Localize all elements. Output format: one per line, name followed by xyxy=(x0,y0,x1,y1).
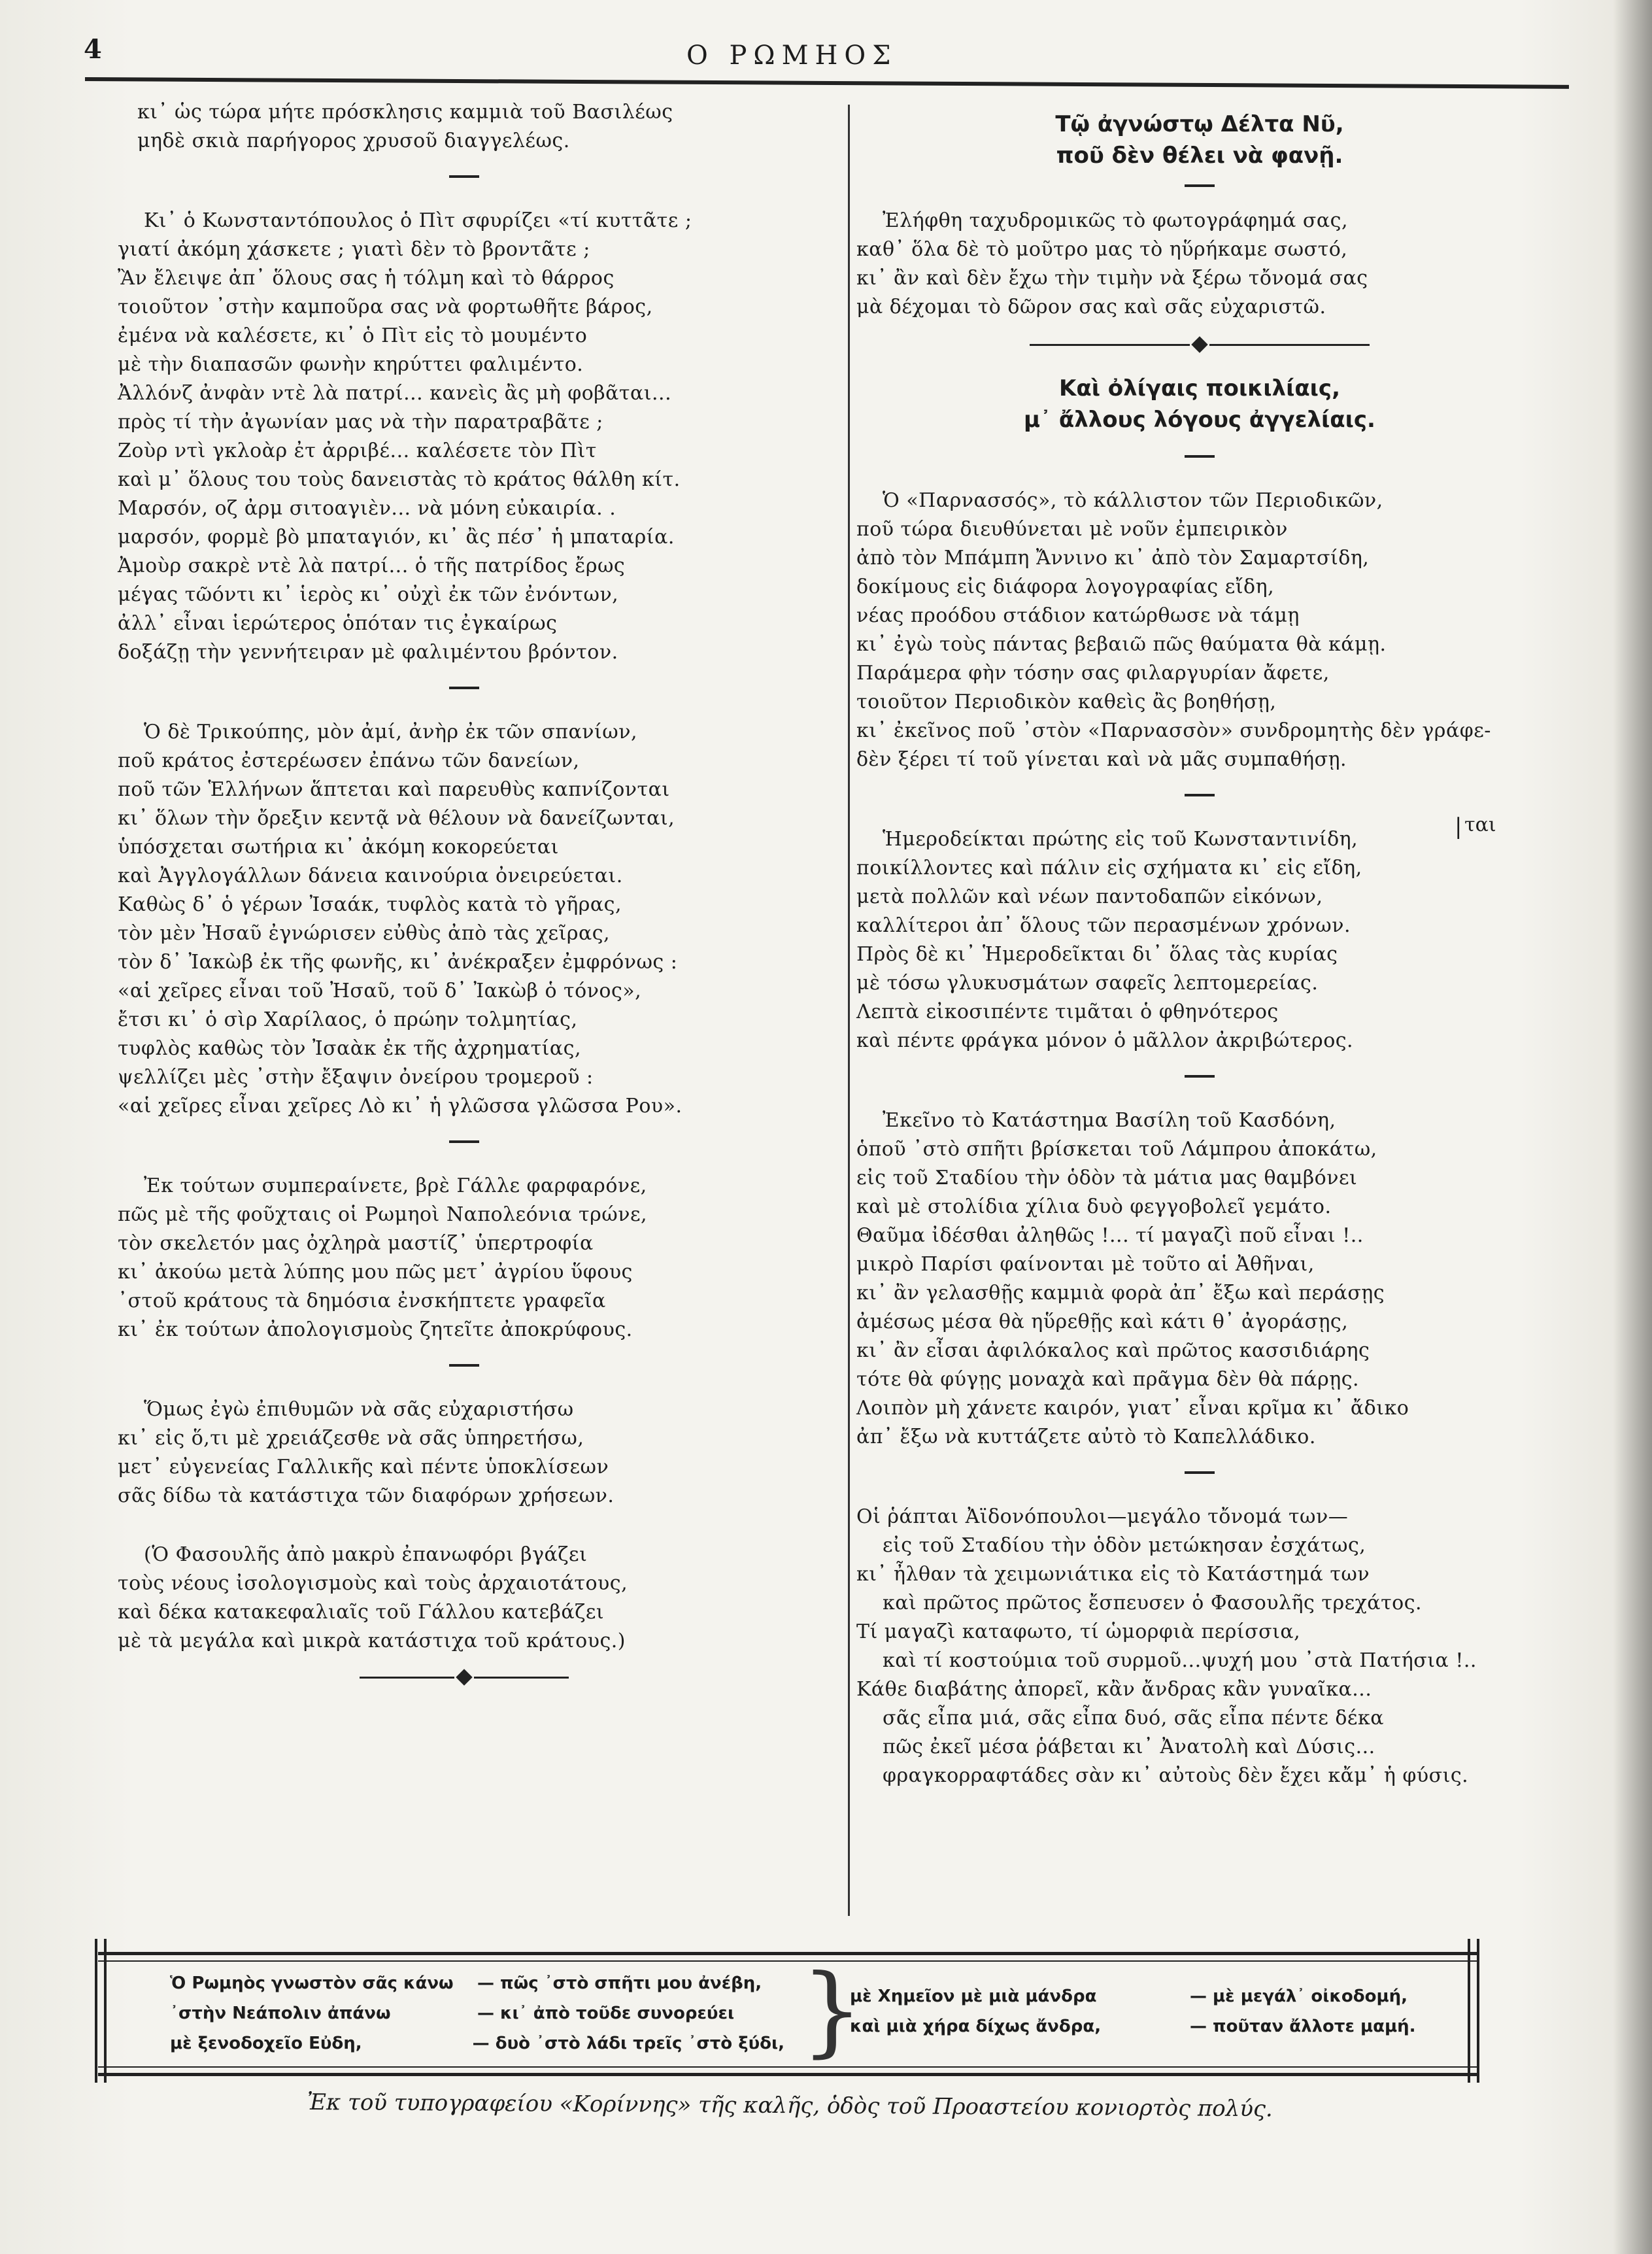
verse-line: σᾶς εἶπα μιά, σᾶς εἶπα δυό, σᾶς εἶπα πέντε δέκα xyxy=(883,1707,1384,1730)
verse-line: τοὺς νέους ἰσολογισμοὺς καὶ τοὺς ἀρχαιοτάτους, xyxy=(118,1572,628,1595)
verse-line: Ἀλλόνζ ἀνφὰν ντὲ λὰ πατρί... κανεὶς ἂς μὴ φοβᾶται... xyxy=(118,382,672,405)
verse-line: Ζοὺρ ντὶ γκλοὰρ ἐτ ἀρριβέ... καλέσετε τὸν Πὶτ xyxy=(118,439,597,462)
verse-line: Λοιπὸν μὴ χάνετε καιρόν, γιατ᾿ εἶναι κρῖμα κι᾿ ἄδικο xyxy=(856,1397,1409,1420)
verse-line: μὰ δέχομαι τὸ δῶρον σας καὶ σᾶς εὐχαριστῶ. xyxy=(856,296,1326,318)
verse-line: Κι᾿ ὁ Κωνσταντόπουλος ὁ Πὶτ σφυρίζει «τί κυττᾶτε ; xyxy=(144,209,692,232)
footer-line-a: Ὁ Ρωμηὸς γνωστὸν σᾶς κάνω xyxy=(170,1973,454,1993)
verse-line: (Ὁ Φασουλῆς ἀπὸ μακρὺ ἐπανωφόρι βγάζει xyxy=(144,1543,588,1566)
footer-line xyxy=(170,2028,784,2058)
ornament-divider xyxy=(1030,339,1370,350)
footer-inner-rule xyxy=(98,2066,1477,2068)
right-section-parnassos xyxy=(856,487,1543,774)
verse-line: ὁποῦ ᾿στὸ σπῆτι βρίσκεται τοῦ Λάμπρου ἀποκάτω, xyxy=(856,1138,1377,1161)
verse-line: μὲ τόσω γλυκυσμάτων σαφεῖς λεπτομερείας. xyxy=(856,972,1319,995)
verse-line: Ὅμως ἐγὼ ἐπιθυμῶν νὰ σᾶς εὐχαριστήσω xyxy=(144,1398,574,1421)
verse-line: ἐμένα νὰ καλέσετε, κι᾿ ὁ Πὶτ εἰς τὸ μουμέντο xyxy=(118,324,588,347)
verse-line: ᾿στοῦ κράτους τὰ δημόσια ἐνσκήπτετε γραφεῖα xyxy=(118,1289,606,1312)
verse-line: Τί μαγαζὶ καταφωτο, τί ὡμορφιὰ περίσσια, xyxy=(856,1620,1301,1643)
verse-line: φραγκορραφτάδες σὰν κι᾿ αὐτοὺς δὲν ἔχει κἄμ᾿ ἡ φύσις. xyxy=(883,1764,1469,1787)
verse-line: καὶ τί κοστούμια τοῦ συρμοῦ...ψυχή μου ᾿στὰ Πατήσια !.. xyxy=(883,1649,1477,1672)
verse-line: «αἱ χεῖρες εἶναι τοῦ Ἠσαῦ, τοῦ δ᾿ Ἰακὼβ ὁ τόνος», xyxy=(118,980,642,1002)
verse-line: τὸν σκελετόν μας ὀχληρὰ μαστίζ᾿ ὑπερτροφία xyxy=(118,1232,594,1255)
footer-line-b: — ποῦταν ἄλλοτε μαμή. xyxy=(1190,2017,1416,2036)
masthead: Ο ΡΩΜΗΟΣ xyxy=(686,41,898,71)
verse-line: δοκίμους εἰς διάφορα λογογραφίας εἴδη, xyxy=(856,575,1275,598)
printer-colophon: Ἐκ τοῦ τυπογραφείου «Κορίννης» τῆς καλῆς, ὁδὸς τοῦ Προαστείου κονιορτὸς πολύς. xyxy=(307,2089,1273,2123)
verse-line: μὲ τὴν διαπασῶν φωνὴν κηρύττει φαλιμέντο. xyxy=(118,353,584,376)
verse-line: καὶ δέκα κατακεφαλιαῖς τοῦ Γάλλου κατεβάζει xyxy=(118,1601,605,1624)
footer-line xyxy=(850,1981,1438,2011)
heading-delta-ny: Τῷ ἀγνώστῳ Δέλτα Νῦ, xyxy=(1055,111,1344,137)
verse-line: Παράμερα φὴν τόσην σας φιλαργυρίαν ἄφετε, xyxy=(856,662,1330,685)
verse-line: μηδὲ σκιὰ παρήγορος χρυσοῦ διαγγελέως. xyxy=(137,129,570,152)
right-section-hatshop xyxy=(856,1106,1543,1452)
verse-line: ποῦ τῶν Ἑλλήνων ἅπτεται καὶ παρευθὺς καπνίζονται xyxy=(118,778,670,801)
verse-line: Μαρσόν, οζ ἀρμ σιτοαγιὲν... νὰ μόνη εὐκαιρία. . xyxy=(118,497,616,520)
verse-line: τυφλὸς καθὼς τὸν Ἰσαὰκ ἐκ τῆς ἀχρηματίας, xyxy=(118,1037,582,1060)
verse-line: Ἐκ τούτων συμπεραίνετε, βρὲ Γάλλε φαρφαρόνε, xyxy=(144,1174,647,1197)
verse-line: κι᾿ ἐκ τούτων ἀπολογισμοὺς ζητεῖτε ἀποκρύφους. xyxy=(118,1318,633,1341)
verse-line: Ἀμοὺρ σακρὲ ντὲ λὰ πατρί... ὁ τῆς πατρίδος ἔρως xyxy=(118,555,626,577)
section-dash xyxy=(449,1364,479,1367)
verse-line: Λεπτὰ εἰκοσιπέντε τιμᾶται ὁ φθηνότερος xyxy=(856,1000,1279,1023)
verse-line: γιατί ἀκόμη χάσκετε ; γιατὶ δὲν τὸ βροντᾶτε ; xyxy=(118,238,590,261)
verse-line: εἰς τοῦ Σταδίου τὴν ὁδὸν μετώκησαν ἐσχάτως, xyxy=(883,1534,1366,1557)
verse-line: κι᾿ ἐγὼ τοὺς πάντας βεβαιῶ πῶς θαύματα θὰ κάμῃ. xyxy=(856,633,1387,656)
verse-line: Ἐλήφθη ταχυδρομικῶς τὸ φωτογράφημά σας, xyxy=(883,209,1348,232)
section-dash xyxy=(1185,1471,1215,1474)
footer-line-b: — δυὸ ᾿στὸ λάδι τρεῖς ᾿στὸ ξύδι, xyxy=(472,2034,784,2053)
footer-line-a: ᾿στὴν Νεάπολιν ἀπάνω xyxy=(170,2004,391,2023)
verse-line: ἀπὸ τὸν Μπάμπη Ἄννινο κι᾿ ἀπὸ τὸν Σαμαρτσίδη, xyxy=(856,547,1370,570)
left-section-pit xyxy=(118,207,811,667)
footer-line xyxy=(170,1998,784,2028)
verse-line: πρὸς τί τὴν ἀγωνίαν μας νὰ τὴν παρατραβᾶτε ; xyxy=(118,411,603,434)
section-dash xyxy=(449,175,479,178)
section-dash xyxy=(1185,794,1215,796)
verse-line: Ὁ δὲ Τρικούπης, μὸν ἀμί, ἀνὴρ ἐκ τῶν σπανίων, xyxy=(144,721,638,743)
right-column xyxy=(856,98,1543,1929)
verse-line: κι᾿ ἂν γελασθῇς καμμιὰ φορὰ ἀπ᾿ ἔξω καὶ περάσῃς xyxy=(856,1282,1385,1305)
verse-line: κι᾿ ἀκούω μετὰ λύπης μου πῶς μετ᾿ ἀγρίου ὕφους xyxy=(118,1261,633,1284)
page-number: 4 xyxy=(84,34,102,65)
header-rule xyxy=(85,77,1569,89)
footer-line-b: — μὲ μεγάλ᾿ οἰκοδομή, xyxy=(1190,1987,1408,2006)
verse-line: καὶ πρῶτος πρῶτος ἔσπευσεν ὁ Φασουλῆς τρεχάτος. xyxy=(883,1592,1423,1614)
verse-line: κι᾿ ὡς τώρα μήτε πρόσκλησις καμμιὰ τοῦ Βασιλέως xyxy=(137,101,673,124)
verse-line: τὸν δ᾿ Ἰακὼβ ἐκ τῆς φωνῆς, κι᾿ ἀνέκραξεν ἐμφρόνως : xyxy=(118,951,678,974)
footer-advert-left xyxy=(170,1968,784,2058)
verse-line: σᾶς δίδω τὰ κατάστιχα τῶν διαφόρων χρήσεων. xyxy=(118,1484,615,1507)
verse-line: Πρὸς δὲ κι᾿ Ἡμεροδεῖκται δι᾿ ὅλας τὰς κυρίας xyxy=(856,943,1338,966)
right-section-tailors xyxy=(856,1503,1543,1790)
verse-line: καθ᾿ ὅλα δὲ τὸ μοῦτρο μας τὸ ηὕρήκαμε σωστό, xyxy=(856,238,1348,261)
verse-line: καὶ πέντε φράγκα μόνον ὁ μᾶλλον ἀκριβώτερος. xyxy=(856,1029,1354,1052)
footer-line-a: καὶ μιὰ χήρα δίχως ἄνδρα, xyxy=(850,2017,1102,2036)
verse-line: εἰς τοῦ Σταδίου τὴν ὁδὸν τὰ μάτια μας θαμβόνει xyxy=(856,1167,1358,1189)
verse-line: καὶ μὲ στολίδια χίλια δυὸ φεγγοβολεῖ γεμάτο. xyxy=(856,1195,1332,1218)
verse-line: κι᾿ ἦλθαν τὰ χειμωνιάτικα εἰς τὸ Κατάστημά των xyxy=(856,1563,1370,1586)
footer-line-b: — πῶς ᾿στὸ σπῆτι μου ἀνέβη, xyxy=(477,1973,762,1993)
footer-line xyxy=(170,1968,784,1998)
verse-line: μικρὸ Παρίσι φαίνονται μὲ τοῦτο αἱ Ἀθῆναι, xyxy=(856,1253,1315,1276)
verse-line: Θαῦμα ἰδέσθαι ἀληθῶς !... τί μαγαζὶ ποῦ εἶναι !.. xyxy=(856,1224,1364,1247)
right-section-photo xyxy=(856,207,1543,322)
verse-line: Οἱ ῥάπται Ἀϊδονόπουλοι—μεγάλο τὄνομά των— xyxy=(856,1505,1349,1528)
verse-line: πῶς μὲ τῆς φοῦχταις οἱ Ρωμηοὶ Ναπολεόνια τρώνε, xyxy=(118,1203,648,1226)
section-dash xyxy=(449,687,479,689)
heading-delta-ny-sub: ποῦ δὲν θέλει νὰ φανῇ. xyxy=(1056,143,1343,169)
right-section-calendars xyxy=(856,825,1543,1055)
verse-line: μετὰ πολλῶν καὶ νέων παντοδαπῶν εἰκόνων, xyxy=(856,885,1323,908)
section-dash xyxy=(449,1140,479,1143)
left-section-stage-direction xyxy=(118,1541,811,1656)
verse-line: καλλίτεροι ἀπ᾿ ὅλους τῶν περασμένων χρόνων. xyxy=(856,914,1351,937)
heading-miscellany-sub: μ᾿ ἄλλους λόγους ἀγγελίαις. xyxy=(1024,407,1375,433)
left-section-conclusion xyxy=(118,1172,811,1344)
column-divider xyxy=(848,105,850,1916)
left-section-trikoupis xyxy=(118,718,811,1121)
verse-line: δὲν ξέρει τί τοῦ γίνεται καὶ νὰ μᾶς συμπαθήσῃ. xyxy=(856,748,1347,771)
verse-line: καὶ Ἀγγλογάλλων δάνεια καινούρια ὀνειρεύεται. xyxy=(118,864,623,887)
verse-line: τότε θὰ φύγῃς μοναχὰ καὶ πρᾶγμα δὲν θὰ πάρῃς. xyxy=(856,1368,1360,1391)
verse-line: Ἡμεροδείκται πρώτης εἰς τοῦ Κωνσταντινίδη, xyxy=(883,828,1358,851)
section-dash xyxy=(1185,184,1215,187)
verse-line: μαρσόν, φορμὲ βὸ μπαταγιόν, κι᾿ ἂς πέσ᾿ ἡ μπαταρία. xyxy=(118,526,675,549)
verse-line: μετ᾿ εὐγενείας Γαλλικῆς καὶ πέντε ὑποκλίσεων xyxy=(118,1456,609,1478)
verse-line: «αἱ χεῖρες εἶναι χεῖρες Λὸ κι᾿ ἡ γλῶσσα γλῶσσα Ρου». xyxy=(118,1095,683,1118)
verse-line: κι᾿ ἂν εἶσαι ἀφιλόκαλος καὶ πρῶτος κασσιδιάρης xyxy=(856,1339,1370,1362)
verse-line: μὲ τὰ μεγάλα καὶ μικρὰ κατάστιχα τοῦ κράτους.) xyxy=(118,1630,626,1652)
footer-advert-right xyxy=(850,1981,1438,2041)
verse-line: κι᾿ ἂν καὶ δὲν ἔχω τὴν τιμὴν νὰ ξέρω τὄνομά σας xyxy=(856,267,1368,290)
verse-line: ποῦ κράτος ἐστερέωσεν ἐπάνω τῶν δανείων, xyxy=(118,749,580,772)
verse-line: Καθὼς δ᾿ ὁ γέρων Ἰσαάκ, τυφλὸς κατὰ τὸ γῆρας, xyxy=(118,893,622,916)
verse-line: κι᾿ εἰς ὅ,τι μὲ χρειάζεσθε νὰ σᾶς ὑπηρετήσω, xyxy=(118,1427,584,1450)
verse-line: ἔτσι κι᾿ ὁ σὶρ Χαρίλαος, ὁ πρώην τολμητίας, xyxy=(118,1008,578,1031)
left-column xyxy=(118,98,811,1929)
footer-line-a: μὲ ξενοδοχεῖο Εὐδη, xyxy=(170,2034,362,2053)
verse-line: Ἂν ἔλειψε ἀπ᾿ ὅλους σας ἡ τόλμη καὶ τὸ θάρρος xyxy=(118,267,615,290)
verse-line: Ἐκεῖνο τὸ Κατάστημα Βασίλη τοῦ Κασδόνη, xyxy=(883,1109,1336,1132)
left-section-thanks xyxy=(118,1395,811,1511)
verse-line: καὶ μ᾿ ὅλους του τοὺς δανειστὰς τὸ κράτος θάλθη κίτ. xyxy=(118,468,681,491)
verse-line: τοιοῦτον Περιοδικὸν καθεὶς ἂς βοηθήσῃ, xyxy=(856,691,1277,713)
verse-line: τὸν μὲν Ἠσαῦ ἐγνώρισεν εὐθὺς ἀπὸ τὰς χεῖρας, xyxy=(118,922,611,945)
left-intro xyxy=(118,98,811,156)
side-note: ται xyxy=(1464,813,1496,836)
verse-line: ὑπόσχεται σωτήρια κι᾿ ἀκόμη κοκορεύεται xyxy=(118,836,559,859)
verse-line: ἀμέσως μέσα θὰ ηὕρεθῇς καὶ κάτι θ᾿ ἀγοράσῃς, xyxy=(856,1310,1349,1333)
side-bracket: | xyxy=(1455,813,1462,840)
section-dash xyxy=(1185,1075,1215,1078)
footer-line xyxy=(850,2011,1438,2041)
verse-line: Ὁ «Παρνασσός», τὸ κάλλιστον τῶν Περιοδικῶν, xyxy=(883,489,1383,512)
verse-line: ψελλίζει μὲς ᾿στὴν ἔξαψιν ὀνείρου τρομεροῦ : xyxy=(118,1066,594,1089)
footer-brace: } xyxy=(801,1954,864,2068)
verse-line: Κάθε διαβάτης ἀπορεῖ, κἂν ἄνδρας κἂν γυναῖκα... xyxy=(856,1678,1372,1701)
ornament-divider xyxy=(360,1671,569,1683)
verse-line: πῶς ἐκεῖ μέσα ῥάβεται κι᾿ Ἀνατολὴ καὶ Δύσις... xyxy=(883,1735,1375,1758)
verse-line: νέας προόδου στάδιον κατώρθωσε νὰ τάμῃ xyxy=(856,604,1300,627)
footer-line-a: μὲ Χημεῖον μὲ μιὰ μάνδρα xyxy=(850,1987,1097,2006)
verse-line: δοξάζῃ τὴν γεννήτειραν μὲ φαλιμέντου βρόντον. xyxy=(118,641,618,664)
footer-inner-rule xyxy=(98,1960,1477,1962)
heading-miscellany: Καὶ ὀλίγαις ποικιλίαις, xyxy=(1058,375,1340,401)
section-dash xyxy=(1185,455,1215,458)
verse-line: μέγας τῶόντι κι᾿ ἱερὸς κι᾿ οὐχὶ ἐκ τῶν ἐνόντων, xyxy=(118,583,619,606)
verse-line: κι᾿ ἐκεῖνος ποῦ ᾿στὸν «Παρνασσὸν» συνδρομητὴς δὲν γράφε- xyxy=(856,719,1491,742)
page-edge-shadow xyxy=(1613,0,1652,2254)
footer-line-b: — κι᾿ ἀπὸ τοῦδε συνορεύει xyxy=(477,2004,735,2023)
verse-line: ἀλλ᾿ εἶναι ἱερώτερος ὁπόταν τις ἐγκαίρως xyxy=(118,612,558,635)
verse-line: τοιοῦτον ᾿στὴν καμποῦρα σας νὰ φορτωθῆτε βάρος, xyxy=(118,296,653,318)
verse-line: ἀπ᾿ ἔξω νὰ κυττάζετε αὐτὸ τὸ Καπελλάδικο. xyxy=(856,1426,1316,1448)
verse-line: κι᾿ ὅλων τὴν ὄρεξιν κεντᾷ νὰ θέλουν νὰ δανείζωνται, xyxy=(118,807,675,830)
verse-line: ποῦ τώρα διευθύνεται μὲ νοῦν ἐμπειρικὸν xyxy=(856,518,1288,541)
verse-line: ποικίλλοντες καὶ πάλιν εἰς σχήματα κι᾿ εἰς εἴδη, xyxy=(856,857,1362,879)
